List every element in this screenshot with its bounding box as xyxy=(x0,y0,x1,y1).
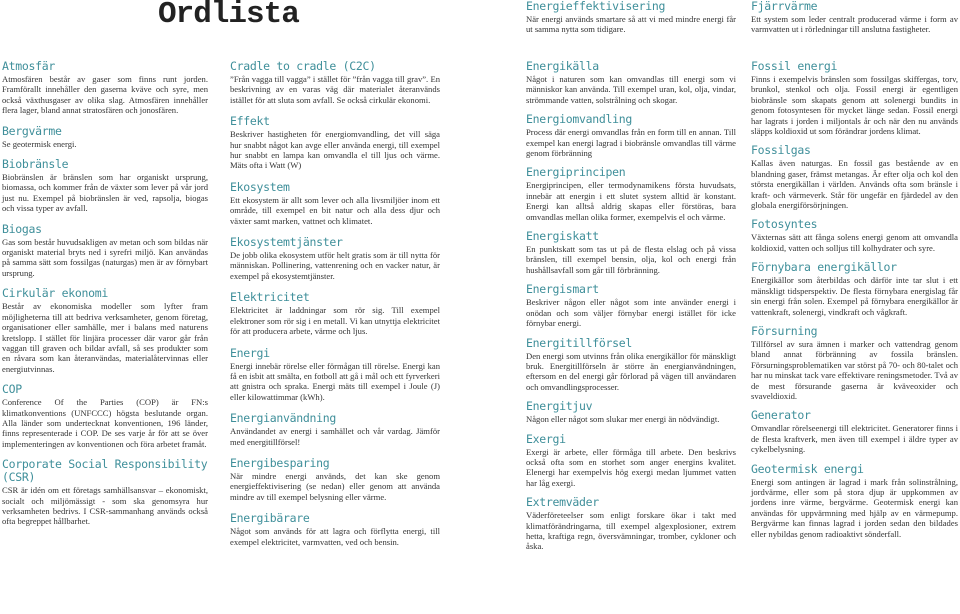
glossary-term: Energibärare xyxy=(230,511,310,526)
glossary-definition: Biobränslen är bränslen som har organiskt ursprung, biomassa, och kommer från de växter som lever på vår jord just nu. Exempel på biobränslen är ved, rapsolja, biogas och vissa typer av avfall. xyxy=(2,172,208,214)
glossary-entry-energieffektivisering xyxy=(526,0,736,35)
glossary-entry xyxy=(2,223,208,279)
glossary-entry xyxy=(751,144,958,210)
glossary-entry xyxy=(230,291,440,336)
glossary-entry xyxy=(230,60,440,105)
glossary-definition: Den energi som utvinns från olika energikällor för mänskligt bruk. Energitillförseln är större än energianvändningen, eftersom en del energi går förlorad på vägen till användaren och omvandlingsprocesser. xyxy=(526,350,736,392)
glossary-term: Fotosyntes xyxy=(751,217,818,232)
glossary-definition: Se geotermisk energi. xyxy=(2,138,77,149)
glossary-entry xyxy=(230,181,440,226)
glossary-term: Cirkulär ekonomi xyxy=(2,286,108,301)
glossary-term: Biobränsle xyxy=(2,157,69,172)
glossary-entry xyxy=(2,287,208,374)
glossary-definition: Kallas även naturgas. En fossil gas bestående av en blandning gaser, främst metangas. Är efter olja och kol den största energikällan i världen. Används ofta som bränsle i kraft- och värmeverk. Står för ungefär en fjärdedel av den globala energiförsörjningen. xyxy=(751,158,958,211)
glossary-definition: Något som används för att lagra och förflytta energi, till exempel elektricitet, varmvatten, ved och bensin. xyxy=(230,526,440,547)
glossary-term: Fossilgas xyxy=(751,143,811,158)
glossary-definition: Energikällor som återbildas och därför inte tar slut i ett mänskligt tidsperspektiv. De flesta förnybara energislag får sin energi från solen. Exempel på förnybara energikällor är vattenkraft, solenergi, vindkraft och vågkraft. xyxy=(751,275,958,317)
glossary-entry xyxy=(526,283,736,328)
glossary-definition: När mindre energi används, det kan ske genom energieffektivisering (se nedan) eller genom att använda mindre av till exempel belysning eller värme. xyxy=(230,470,440,502)
glossary-entry xyxy=(230,347,440,403)
glossary-definition: Omvandlar rörelseenergi till elektricitet. Generatorer finns i de flesta kraftverk, men även till exempel i äldre typer av cykelbelysning. xyxy=(751,423,958,455)
glossary-definition: Tillförsel av sura ämnen i marker och vattendrag genom bland annat förbränning av fossila bränslen. Försurningsproblematiken var störst på 70- och 80-talet och har nu minskat tack vare effektivare reningsmetoder. Två av de mest försurande gaserna är kväveoxider och svaveldioxid. xyxy=(751,338,958,401)
glossary-entry xyxy=(751,463,958,539)
glossary-term: Energikälla xyxy=(526,59,599,73)
glossary-definition: Ett system som leder centralt producerad värme i form av varmvatten ut i rörledningar till anslutna fastigheter. xyxy=(751,14,958,35)
glossary-column-3 xyxy=(526,60,736,552)
glossary-term: Energieffektivisering xyxy=(526,0,666,13)
glossary-definition: En punktskatt som tas ut på de flesta elslag och på vissa bränslen, till exempel bensin, olja, kol och energi från hushållsavfall som går till förbränning. xyxy=(526,244,736,275)
glossary-term: Energiskatt xyxy=(526,229,599,244)
glossary-term: Energiprincipen xyxy=(526,165,626,180)
entry-spacer xyxy=(230,337,440,347)
glossary-term: Atmosfär xyxy=(2,59,55,73)
glossary-column-1 xyxy=(2,60,208,527)
glossary-entry xyxy=(751,325,958,401)
entry-spacer xyxy=(2,374,208,383)
glossary-entry xyxy=(2,158,208,214)
glossary-entry xyxy=(751,409,958,454)
glossary-entry xyxy=(526,337,736,393)
glossary-definition: CSR är idén om ett företags samhällsansvar – ekonomiskt, socialt och miljömässigt - som ska genomsyra hur verksamheten bedrivs. I CSR-sammanhang används också ofta begreppet hållbarhet. xyxy=(2,485,208,527)
glossary-entry xyxy=(526,433,736,489)
glossary-term: Geotermisk energi xyxy=(751,461,864,476)
glossary-entry xyxy=(230,512,440,547)
glossary-term: Ekosystemtjänster xyxy=(230,235,343,250)
glossary-entry xyxy=(2,458,208,527)
glossary-entry xyxy=(526,230,736,275)
glossary-definition: ”Från vagga till vagga” i stället för ”från vagga till grav”. En beskrivning av en varas väg där materialet återanvänds istället för att sluta som avfall. Se också cirkulär ekonomi. xyxy=(230,74,440,105)
glossary-entry xyxy=(230,236,440,281)
glossary-term: COP xyxy=(2,382,22,397)
glossary-entry xyxy=(526,166,736,222)
glossary-entry xyxy=(751,60,958,136)
glossary-term: Energismart xyxy=(526,282,599,297)
glossary-definition: Exergi är arbete, eller förmåga till arbete. Den beskrivs också ofta som en storhet som anger energins kvalitet. Elenergi har exempelvis hög exergi medan ljummet vatten har låg exergi. xyxy=(526,446,736,488)
glossary-entry xyxy=(2,383,208,449)
glossary-definition: Väderföreteelser som enligt forskare ökar i takt med klimatförändringarna, till exempel algexplosioner, extrem hetta, kraftiga regn, översvämningar, tromber, cykloner och åska. xyxy=(526,510,736,552)
glossary-definition: De jobb olika ekosystem utför helt gratis som är till nytta för människan. Pollinering, vattenrening och en vacker natur, är exempel på ekosystemtjänster. xyxy=(230,250,440,281)
glossary-term: Biogas xyxy=(2,221,42,236)
glossary-definition: Ett ekosystem är allt som lever och alla livsmiljöer inom ett område, till exempel en bit natur och alla dess djur och växter samt marken, vattnet och klimatet. xyxy=(230,194,440,226)
glossary-term: Energitillförsel xyxy=(526,335,632,350)
glossary-definition: Energi som antingen är lagrad i mark från solinstrålning, jordvärme, eller som på stora djup är uppkommen av jordens inre värme, bergvärme. Geotermisk energi kan användas för uppvärmning med hjälp av en värmepump. Bergvärme kan finnas lagrad i jorden sedan den bildades eller nybildas genom radioaktivt sönderfall. xyxy=(751,476,958,539)
glossary-definition: Energi innebär rörelse eller förmågan till rörelse. Energi kan få en isbit att smälta, en fotboll att gå i mål och ett fyrverkeri att gnistra och spraka. Energi mäts till exempel i Joule (J) eller kilowattimmar (kWh). xyxy=(230,360,440,402)
glossary-definition: Atmosfären består av gaser som finns runt jorden. Framförallt innehåller den gaserna kväve och syre, men också växthusgaser av olika slag. Atmosfären innehåller flera lager, bland annat stratosfären och jonosfären. xyxy=(2,74,208,116)
glossary-entry xyxy=(526,496,736,552)
glossary-term: Bergvärme xyxy=(2,123,62,138)
glossary-entry xyxy=(2,125,208,149)
glossary-definition: Process där energi omvandlas från en form till en annan. Till exempel kan energi lagrad i biobränsle omvandlas till värme genom förbränning xyxy=(526,127,736,159)
glossary-definition: Beskriver hastigheten för energiomvandling, det vill säga hur snabbt något kan avge eller använda energi, till exempel hur snabbt en lampa kan omvandla el till ljus och värme. Mäts ofta i Watt (W) xyxy=(230,129,440,171)
glossary-entry xyxy=(230,457,440,502)
glossary-definition: Växternas sätt att fånga solens energi genom att omvandla koldioxid, vatten och solljus till kolhydrater och syre. xyxy=(751,232,958,253)
glossary-definition: När energi används smartare så att vi med mindre energi får ut samma nytta som tidigare. xyxy=(526,14,736,35)
glossary-term: Extremväder xyxy=(526,495,599,510)
glossary-term: Generator xyxy=(751,408,811,423)
glossary-definition: Finns i exempelvis bränslen som fossilgas skiffergas, torv, brunkol, stenkol och olja. Fossil energi är egentligen biobränsle som skapats genom att solenergi bundits in genom fotosyntesen för mycket länge sedan. Fossil energi har lagrats i jorden i miljontals år och när den nu används släpps koldioxid ut som förändrar jordens klimat. xyxy=(751,74,958,137)
glossary-entry xyxy=(2,60,208,116)
glossary-entry xyxy=(230,412,440,447)
glossary-term: Energianvändning xyxy=(230,411,336,426)
glossary-definition: Något i naturen som kan omvandlas till energi som vi människor kan använda. Till exempel uran, kol, olja, vindar, strömmande vatten, solstrålning och skogar. xyxy=(526,74,736,105)
glossary-definition: Elektricitet är laddningar som rör sig. Till exempel elektroner som rör sig i en metall. Vi kan utnyttja elektricitet för att producera arbete, värme och ljus. xyxy=(230,305,440,337)
glossary-term: Förnybara energikällor xyxy=(751,260,897,275)
glossary-definition: Gas som består huvudsakligen av metan och som bildas när organiskt material bryts ned i syrefri miljö. Kan användas på samma sätt som fossilgas (naturgas) men är av förnybart ursprung. xyxy=(2,236,208,278)
glossary-term: Elektricitet xyxy=(230,290,310,305)
glossary-entry xyxy=(526,113,736,158)
glossary-definition: Conference Of the Parties (COP) är FN:s klimatkonventions (UNFCCC) högsta beslutande organ. Alla länder som undertecknat konventionen, 196 länder, finns representerade i COP. De ses varje år för att se över implementeringen av konventionen och föra arbetet framåt. xyxy=(2,397,208,449)
glossary-term: Exergi xyxy=(526,431,566,446)
glossary-entry xyxy=(526,60,736,105)
glossary-definition: Energiprincipen, eller termodynamikens första huvudsats, innebär att energin i ett slutet system alltid är konstant. Energi kan alltså aldrig skapas eller förstöras, bara omvandlas mellan olika former, exempelvis el och värme. xyxy=(526,180,736,222)
glossary-entry xyxy=(751,218,958,253)
glossary-term: Energi xyxy=(230,345,270,360)
glossary-term: Corporate Social Responsibility (CSR) xyxy=(2,457,208,485)
glossary-term: Fossil energi xyxy=(751,59,838,73)
glossary-term: Energiomvandling xyxy=(526,112,632,127)
glossary-term: Effekt xyxy=(230,114,270,129)
glossary-column-4 xyxy=(751,60,958,539)
glossary-definition: Består av ekonomiska modeller som lyfter fram möjligheterna till att bedriva verksamheter, genom företag, organisationer eller samhälle, mer i balans med naturens kretslopp. I stället för linjära processer där varor går från vaggan till graven och bildar avfall, så ses produkter som en råvara som kan återanvändas, materialåtervinnas eller energiutvinnas. xyxy=(2,301,208,374)
glossary-entry xyxy=(751,261,958,317)
glossary-term: Cradle to cradle (C2C) xyxy=(230,59,376,73)
page-title: Ordlista xyxy=(158,0,299,32)
glossary-entry-fjarrvarme xyxy=(751,0,958,35)
glossary-term: Fjärrvärme xyxy=(751,0,818,13)
glossary-definition: Någon eller något som slukar mer energi än nödvändigt. xyxy=(526,414,720,425)
glossary-entry xyxy=(526,400,736,424)
glossary-definition: Användandet av energi i samhället och vår vardag. Jämför med energitillförsel! xyxy=(230,426,440,447)
glossary-term: Energibesparing xyxy=(230,455,330,470)
glossary-definition: Beskriver någon eller något som inte använder energi i onödan och som väljer förnybar energi istället för icke förnybar energi. xyxy=(526,297,736,329)
glossary-term: Försurning xyxy=(751,323,818,338)
glossary-term: Energitjuv xyxy=(526,399,593,414)
glossary-entry xyxy=(230,115,440,171)
glossary-term: Ekosystem xyxy=(230,179,290,194)
glossary-column-2 xyxy=(230,60,440,547)
